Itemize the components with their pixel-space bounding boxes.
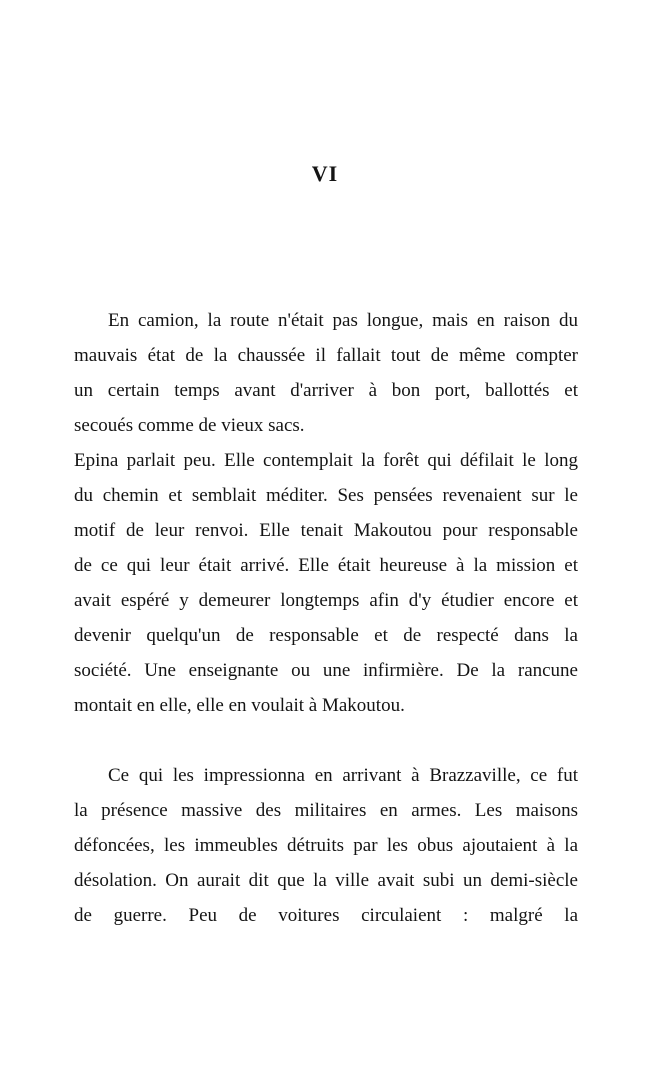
paragraph-2-line-6: devenir quelqu'un de responsable et de respecté dans la (74, 625, 578, 646)
paragraph-3-line-3: défoncées, les immeubles détruits par les obus ajoutaient à la (74, 835, 578, 856)
paragraph-1-line-4: secoués comme de vieux sacs. (74, 415, 305, 436)
paragraph-3-line-2: la présence massive des militaires en armes. Les maisons (74, 800, 578, 821)
paragraph-2-line-7: société. Une enseignante ou une infirmière. De la rancune (74, 660, 578, 681)
text-block-first (74, 303, 578, 723)
paragraph-3-line-5: de guerre. Peu de voitures circulaient : malgré la (74, 905, 578, 926)
text-block-second (74, 758, 578, 933)
chapter-title: VI (311, 161, 339, 186)
paragraph-2-line-3: motif de leur renvoi. Elle tenait Makoutou pour responsable (74, 520, 578, 541)
paragraph-1-line-3: un certain temps avant d'arriver à bon port, ballottés et (74, 380, 578, 401)
paragraph-2-line-2: du chemin et semblait méditer. Ses pensées revenaient sur le (74, 485, 578, 506)
paragraph-2-line-5: avait espéré y demeurer longtemps afin d'y étudier encore et (74, 590, 578, 611)
paragraph-3-line-1: Ce qui les impressionna en arrivant à Brazzaville, ce fut (108, 765, 578, 786)
paragraph-1-line-1: En camion, la route n'était pas longue, mais en raison du (108, 310, 578, 331)
paragraph-3-line-4: désolation. On aurait dit que la ville avait subi un demi-siècle (74, 870, 578, 891)
paragraph-2-line-1: Epina parlait peu. Elle contemplait la forêt qui défilait le long (74, 450, 578, 471)
paragraph-2-line-4: de ce qui leur était arrivé. Elle était heureuse à la mission et (74, 555, 578, 576)
paragraph-2-line-8: montait en elle, elle en voulait à Makoutou. (74, 695, 405, 716)
paragraph-1-line-2: mauvais état de la chaussée il fallait tout de même compter (74, 345, 578, 366)
